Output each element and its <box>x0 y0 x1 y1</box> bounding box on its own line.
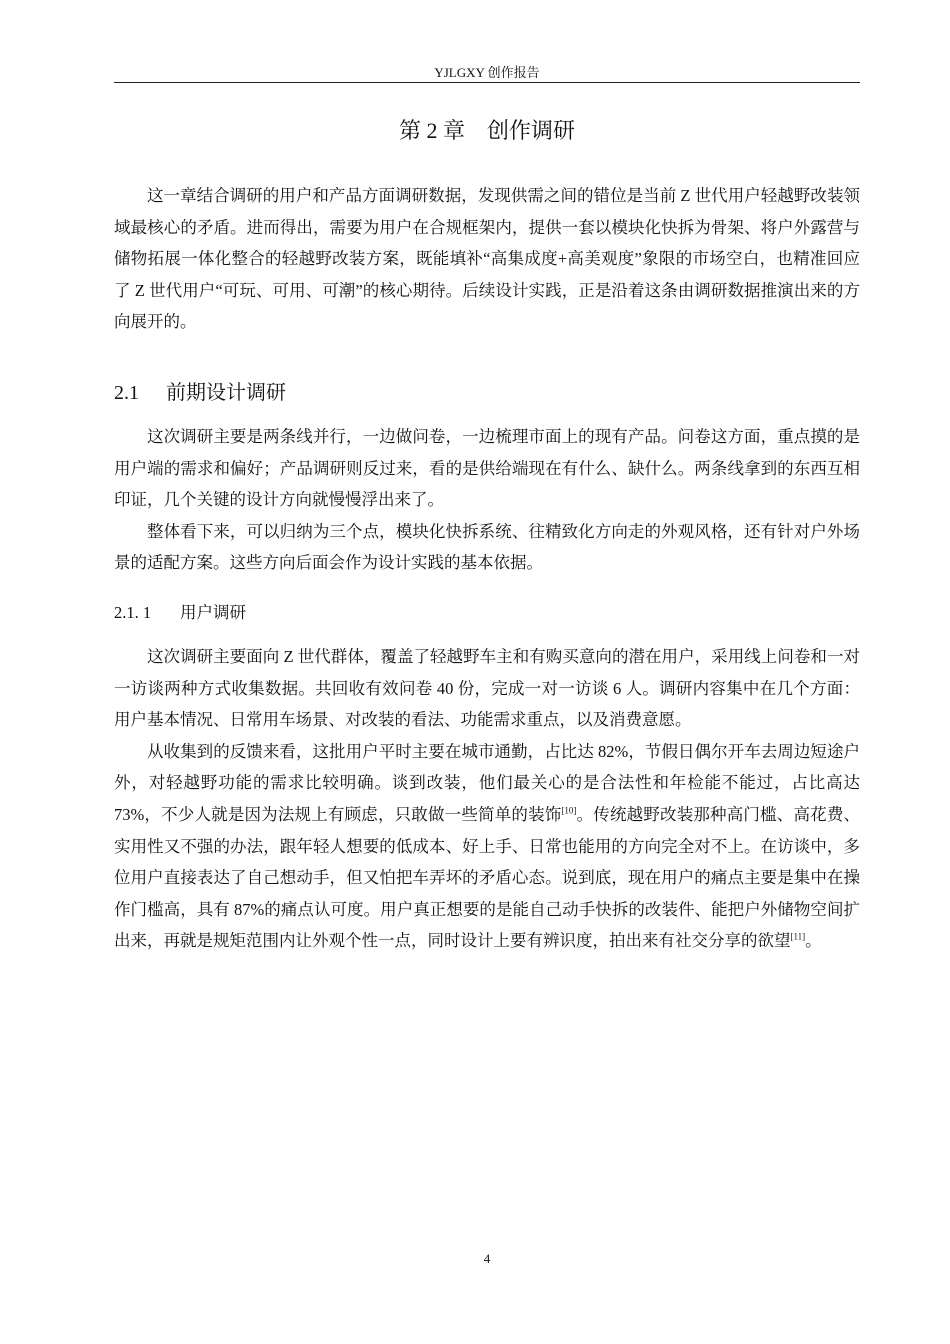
citation-ref-11[interactable]: [11] <box>790 931 806 942</box>
section-heading-2-1-1 <box>114 600 246 626</box>
section-2-1-1-paragraph-2 <box>114 736 860 957</box>
chapter-name: 创作调研 <box>487 118 576 143</box>
page-header: YJLGXY 创作报告 <box>434 65 540 80</box>
page-number: 4 <box>483 1251 491 1266</box>
section-title: 前期设计调研 <box>166 382 286 404</box>
header-rule <box>114 82 860 83</box>
section-number: 2.1 <box>114 382 139 404</box>
section-2-1-1-paragraph-1: 这次调研主要面向 Z 世代群体，覆盖了轻越野车主和有购买意向的潜在用户，采用线上问卷和一对一访谈两种方式收集数据。共回收有效问卷 40 份，完成一对一访谈 6 人。调研内容集中在几个方面：用户基本情况、日常用车场景、对改装的看法、功能需求重点，以及消费意愿。 <box>114 647 860 730</box>
section-2-1-paragraph-1: 这次调研主要是两条线并行，一边做问卷，一边梳理市面上的现有产品。问卷这方面，重点摸的是用户端的需求和偏好；产品调研则反过来，看的是供给端现在有什么、缺什么。两条线拿到的东西互相印证，几个关键的设计方向就慢慢浮出来了。 <box>114 427 860 510</box>
section-heading-2-1 <box>114 378 286 408</box>
section-2-1-paragraph-2: 整体看下来，可以归纳为三个点，模块化快拆系统、往精致化方向走的外观风格，还有针对户外场景的适配方案。这些方向后面会作为设计实践的基本依据。 <box>114 521 860 573</box>
chapter-number: 第 2 章 <box>398 118 465 143</box>
subsection-title: 用户调研 <box>180 603 246 622</box>
paragraph-2-text-b: 。传统越野改装那种高门槛、高花费、实用性又不强的办法，跟年轻人想要的低成本、好上手、日常也能用的方向完全对不上。在访谈中，多位用户直接表达了自己想动手，但又怕把车弄坏的矛盾心态。说到底，现在用户的痛点主要是集中在操作门槛高，具有 87%的痛点认可度。用户真正想要的是能自己动手快拆的改装件、能把户外储物空间扩出来，再就是规矩范围内让外观个性一点，同时设计上要有辨识度，拍出来有社交分享的欲望 <box>114 804 861 951</box>
intro-paragraph: 这一章结合调研的用户和产品方面调研数据，发现供需之间的错位是当前 Z 世代用户轻越野改装领域最核心的矛盾。进而得出，需要为用户在合规框架内，提供一套以模块化快拆为骨架、将户外露营与储物拓展一体化整合的轻越野改装方案，既能填补“高集成度+高美观度”象限的市场空白，也精准回应了 Z 世代用户“可玩、可用、可潮”的核心期待。后续设计实践，正是沿着这条由调研数据推演出来的方向展开的。 <box>114 186 860 332</box>
intro-block <box>114 180 860 338</box>
paragraph-2-text-c: 。 <box>805 931 822 951</box>
section-2-1-1-body <box>114 641 860 957</box>
subsection-number: 2.1. 1 <box>114 603 152 622</box>
citation-ref-10[interactable]: [10] <box>561 805 577 816</box>
chapter-title <box>114 116 860 146</box>
section-2-1-body <box>114 421 860 579</box>
paragraph-2-text-a: 从收集到的反馈来看，这批用户平时主要在城市通勤，占比达 82%，节假日偶尔开车去周边短途户外，对轻越野功能的需求比较明确。谈到改装，他们最关心的是合法性和年检能不能过，占比高达 73%，不少人就是因为法规上有顾虑，只敢做一些简单的装饰 <box>114 741 860 824</box>
